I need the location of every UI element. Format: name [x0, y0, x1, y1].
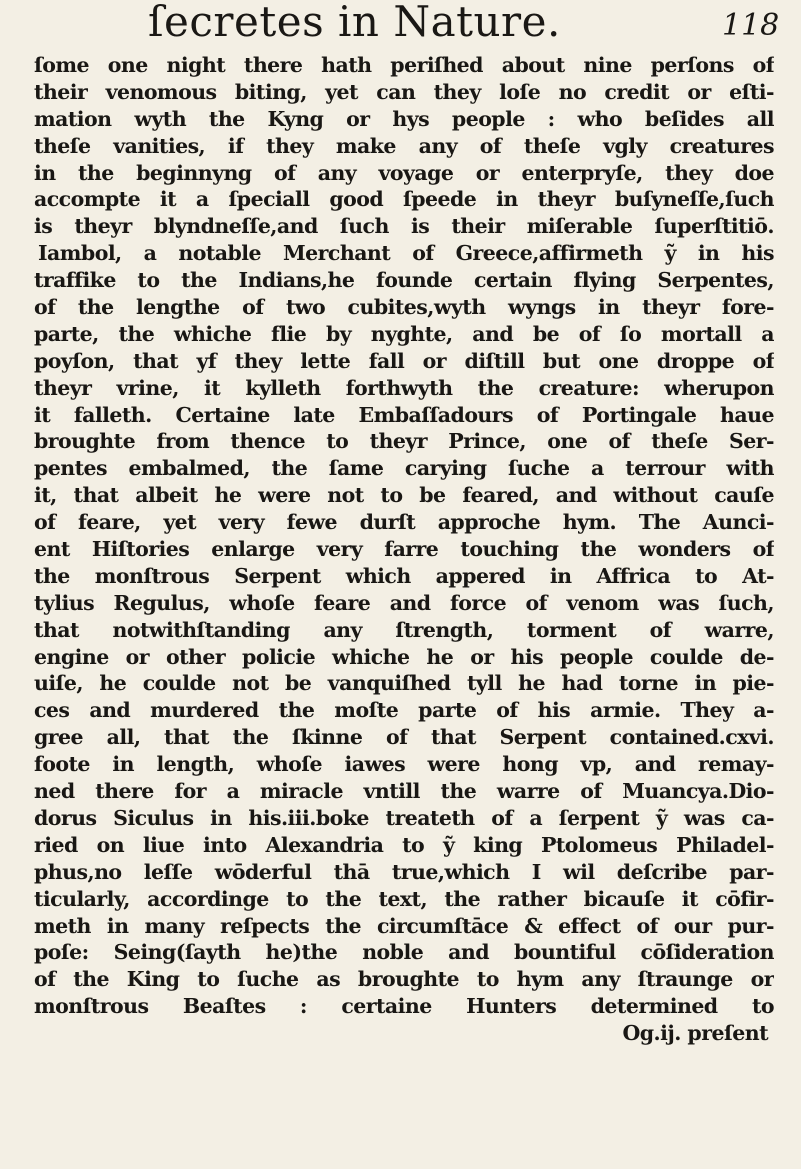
- text-line: monſtrous Beaſtes : certaine Hunters determined to: [34, 994, 774, 1019]
- text-line: it, that albeit he were not to be feared, and without cauſe: [34, 483, 774, 508]
- catchword-line: Og.ij. preſent: [622, 1021, 768, 1046]
- text-line: poſe: Seing(ſayth he)the noble and bountiful cōſideration: [34, 940, 774, 965]
- text-line: pentes embalmed, the ſame carying ſuche a terrour with: [34, 456, 774, 481]
- text-line: in the beginnyng of any voyage or enterpryſe, they doe: [34, 160, 774, 185]
- text-line: ned there for a miracle vntill the warre of Muancya.Dio-: [34, 779, 774, 804]
- text-line: ſome one night there hath periſhed about nine perſons of: [34, 53, 774, 77]
- text-line: theſe vanities, if they make any of theſe vgly creatures: [34, 133, 774, 158]
- text-line: foote in length, whoſe iawes were hong vp, and remay-: [34, 752, 774, 777]
- text-line: ent Hiſtories enlarge very farre touching the wonders of: [34, 537, 774, 562]
- text-line: it falleth. Certaine late Embaſſadours of Portingale haue: [34, 402, 774, 427]
- text-line: traffike to the Indians,he founde certain flying Serpentes,: [34, 268, 774, 293]
- text-line: poyſon, that yf they lette fall or diſtill but one droppe of: [34, 348, 774, 373]
- text-line: their venomous biting, yet can they loſe no credit or eſti-: [34, 79, 774, 104]
- text-line: ticularly, accordinge to the text, the rather bicauſe it cōfir-: [34, 886, 774, 911]
- text-line: of the King to ſuche as broughte to hym any ſtraunge or: [34, 967, 774, 992]
- page-number: 118: [722, 8, 780, 43]
- text-line: dorus Siculus in his.iii.boke treateth of a ſerpent ỹ was ca-: [34, 805, 774, 830]
- text-line: the monſtrous Serpent which appered in Affrica to At-: [34, 563, 774, 588]
- text-line: phus,no leſſe wōderful thā true,which I wil deſcribe par-: [34, 859, 774, 884]
- text-line: parte, the whiche flie by nyghte, and be of ſo mortall a: [34, 321, 774, 346]
- body-text: [34, 52, 774, 1047]
- text-line: is theyr blyndneſſe,and ſuch is their miſerable ſuperſtitiō.: [34, 214, 774, 239]
- text-line: of the lengthe of two cubites,wyth wyngs in theyr fore-: [34, 295, 774, 320]
- text-line: ces and murdered the moſte parte of his armie. They a-: [34, 698, 774, 723]
- running-head: ſecretes in Nature.: [148, 0, 561, 46]
- text-line: mation wyth the Kyng or hys people : who beſides all: [34, 106, 774, 131]
- text-line: theyr vrine, it kylleth forthwyth the creature: wherupon: [34, 375, 774, 400]
- text-line: that notwithſtanding any ſtrength, torment of warre,: [34, 617, 774, 642]
- text-line: Iambol, a notable Merchant of Greece,affirmeth ỹ in his: [38, 241, 774, 266]
- text-line: gree all, that the ſkinne of that Serpent contained.cxvi.: [34, 725, 774, 750]
- text-line: of feare, yet very fewe durſt approche hym. The Aunci-: [34, 510, 774, 535]
- text-line: ried on liue into Alexandria to ỹ king Ptolomeus Philadel-: [34, 832, 774, 857]
- page-header: [0, 0, 801, 52]
- text-line: meth in many reſpects the circumſtāce & effect of our pur-: [34, 913, 774, 938]
- text-line: broughte from thence to theyr Prince, one of theſe Ser-: [34, 429, 774, 454]
- text-line: uiſe, he coulde not be vanquiſhed tyll he had torne in pie-: [34, 671, 774, 696]
- text-line: tylius Regulus, whoſe feare and force of venom was ſuch,: [34, 590, 774, 615]
- text-line: engine or other policie whiche he or his people coulde de-: [34, 644, 774, 669]
- text-line: accompte it a ſpeciall good ſpeede in theyr buſyneſſe,ſuch: [34, 187, 774, 212]
